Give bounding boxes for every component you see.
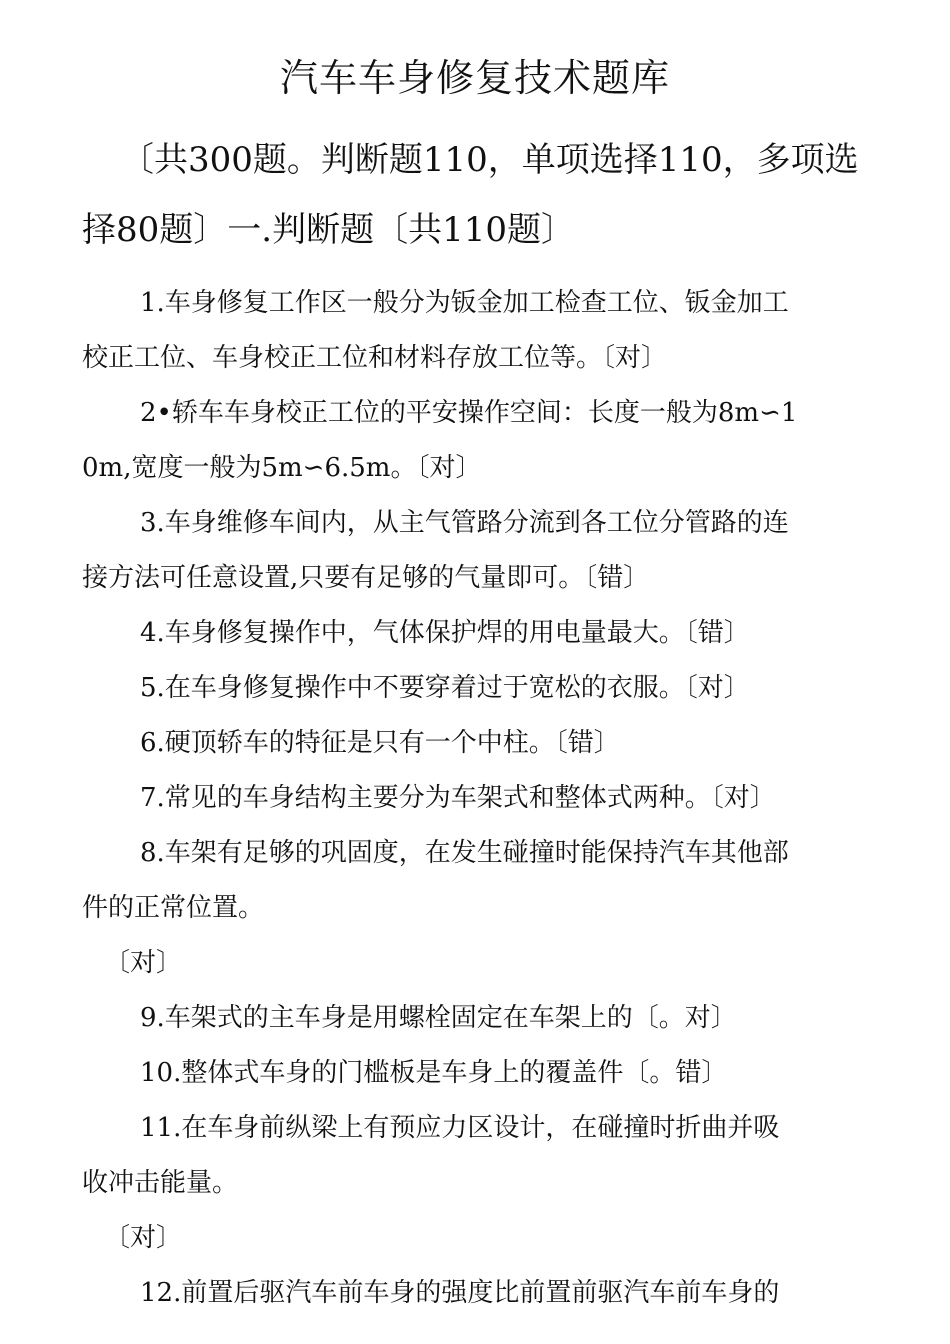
question-item-9 [82,991,872,1046]
intro-line-2: 择80题〕一.判断题〔共110题〕 [82,210,575,250]
question-item-10 [82,1046,872,1101]
question-text: 5.在车身修复操作中不要穿着过于宽松的衣服。〔对〕 [140,673,750,703]
question-item-7 [82,771,872,826]
question-text: 3.车身维修车间内，从主气管路分流到各工位分管路的连 [140,508,789,538]
question-item-12 [82,1266,872,1321]
answer-label: 〔对〕 [104,948,183,978]
question-item-6 [82,716,872,771]
question-item-4 [82,606,872,661]
question-text-cont: 收冲击能量。 [82,1168,239,1198]
question-item-2 [82,386,872,496]
question-text-cont: 校正工位、车身校正工位和材料存放工位等。〔对〕 [82,343,668,373]
intro-line-1: 〔共300题。判断题110，单项选择110，多项选 [120,140,859,180]
question-text-cont: 0m,宽度一般为5m∽6.5m。〔对〕 [82,453,482,483]
question-text: 12.前置后驱汽车前车身的强度比前置前驱汽车前车身的 [140,1278,780,1308]
answer-label: 〔对〕 [104,1223,183,1253]
question-text-cont: 接方法可任意设置,只要有足够的气量即可。〔错〕 [82,563,650,593]
question-item-3 [82,496,872,606]
question-text: 8.车架有足够的巩固度，在发生碰撞时能保持汽车其他部 [140,838,789,868]
question-text: 10.整体式车身的门槛板是车身上的覆盖件〔。错〕 [140,1058,728,1088]
document-intro [82,125,872,265]
question-text-cont: 件的正常位置。 [82,893,265,923]
question-item-1 [82,276,872,386]
question-list [82,276,872,1321]
document-title: 汽车车身修复技术题库 [279,56,670,100]
question-text: 1.车身修复工作区一般分为钣金加工检查工位、钣金加工 [140,288,789,318]
question-text: 6.硬顶轿车的特征是只有一个中柱。〔错〕 [140,728,620,758]
question-text: 7.常见的车身结构主要分为车架式和整体式两种。〔对〕 [140,783,776,813]
question-text: 4.车身修复操作中，气体保护焊的用电量最大。〔错〕 [140,618,750,648]
question-text: 2•轿车车身校正工位的平安操作空间：长度一般为8m∽1 [140,398,798,428]
question-item-8 [82,826,872,936]
question-item-11 [82,1101,872,1211]
question-text: 9.车架式的主车身是用螺栓固定在车架上的〔。对〕 [140,1003,737,1033]
question-item-5 [82,661,872,716]
question-text: 11.在车身前纵梁上有预应力区设计，在碰撞时折曲并吸 [140,1113,780,1143]
